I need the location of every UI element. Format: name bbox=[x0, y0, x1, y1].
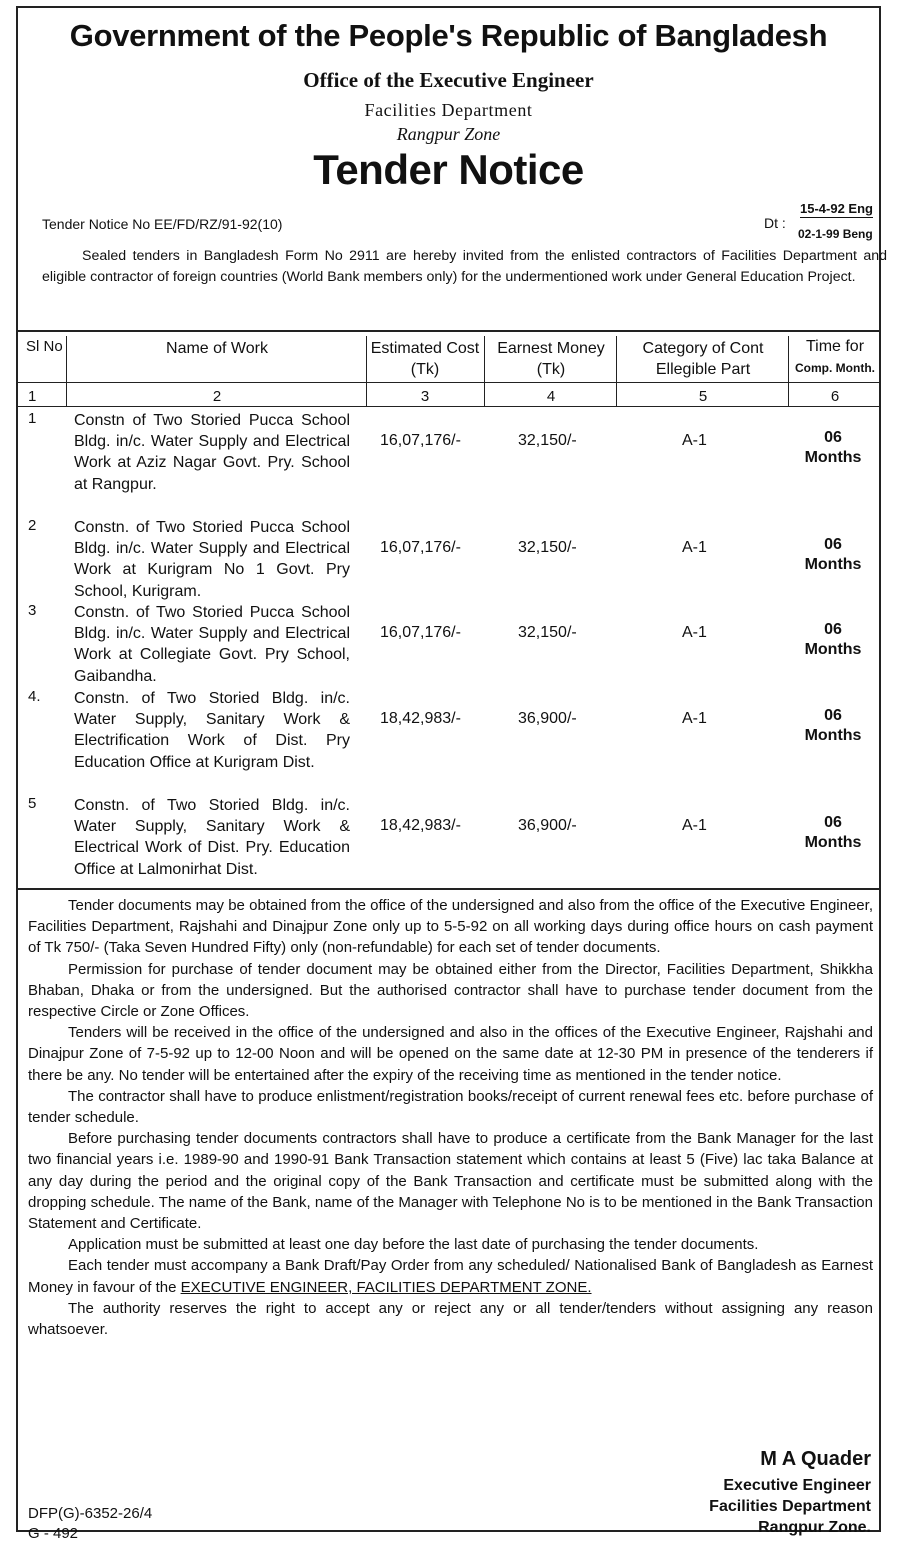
row-time-number: 06 bbox=[824, 429, 842, 446]
row-cost: 18,42,983/- bbox=[380, 710, 461, 727]
row-time-unit: Months bbox=[804, 727, 862, 744]
row-earnest-money: 36,900/- bbox=[518, 710, 577, 727]
terms-paragraph: Permission for purchase of tender document may be obtained either from the Director, Facilities Department, Shikkha Bhaban, Dhaka or from the undersigned. But the authorised contractor shall have to purchase tender document from the respective Circle or Zone Offices. bbox=[28, 960, 873, 1021]
row-category: A-1 bbox=[682, 432, 707, 449]
row-category: A-1 bbox=[682, 624, 707, 641]
row-cost: 16,07,176/- bbox=[380, 624, 461, 641]
bank-draft-text: Each tender must accompany a Bank Draft/Pay Order from any scheduled/ Nationalised Bank of Bangladesh as Earnest Money in favour of the bbox=[28, 1257, 873, 1296]
date-label: Dt : bbox=[764, 215, 786, 231]
column-divider bbox=[366, 336, 367, 406]
column-number: 5 bbox=[698, 388, 708, 405]
row-time-number: 06 bbox=[824, 621, 842, 638]
row-sl: 3 bbox=[28, 602, 37, 619]
footer-code: G - 492 bbox=[28, 1525, 79, 1542]
department-heading: Facilities Department bbox=[364, 100, 533, 120]
row-sl: 2 bbox=[28, 517, 37, 534]
table-top-rule bbox=[18, 330, 879, 332]
terms-section bbox=[28, 895, 873, 1340]
intro-paragraph: Sealed tenders in Bangladesh Form No 2911 are hereby invited from the enlisted contractors of Facilities Department and eligible contractor of foreign countries (World Bank members only) for the undermentioned work under General Education Project. bbox=[42, 248, 887, 285]
column-number: 6 bbox=[830, 388, 840, 405]
row-time-unit: Months bbox=[804, 834, 862, 851]
row-earnest-money: 36,900/- bbox=[518, 817, 577, 834]
column-divider bbox=[616, 336, 617, 406]
government-heading: Government of the People's Republic of Bangladesh bbox=[69, 18, 828, 53]
zone-heading: Rangpur Zone bbox=[396, 124, 501, 144]
column-number: 2 bbox=[212, 388, 222, 405]
row-earnest-money: 32,150/- bbox=[518, 539, 577, 556]
row-work: Constn. of Two Storied Bldg. in/c. Water Supply, Sanitary Work & Electrical Work of Dist. Pry. Education Office at Lalmonirhat Dist. bbox=[74, 797, 350, 878]
tender-notice-number: Tender Notice No EE/FD/RZ/91-92(10) bbox=[42, 216, 283, 232]
row-sl: 4. bbox=[28, 688, 41, 705]
row-sl: 1 bbox=[28, 410, 37, 427]
bank-draft-paragraph bbox=[28, 1255, 873, 1297]
row-time bbox=[788, 428, 878, 468]
row-time-number: 06 bbox=[824, 707, 842, 724]
column-number: 3 bbox=[420, 388, 430, 405]
header-time-sub: Comp. Month. bbox=[795, 361, 875, 375]
row-sl: 5 bbox=[28, 795, 37, 812]
header-category: Category of Cont Ellegible Part bbox=[642, 340, 764, 378]
header-earnest-money: Earnest Money (Tk) bbox=[497, 340, 605, 378]
signatory-name: M A Quader bbox=[760, 1448, 871, 1470]
office-heading: Office of the Executive Engineer bbox=[303, 68, 594, 92]
column-number: 4 bbox=[546, 388, 556, 405]
row-work: Constn. of Two Storied Pucca School Bldg. in/c. Water Supply and Electrical Work at Collegiate Govt. Pry School, Gaibandha. bbox=[74, 604, 350, 685]
row-time-unit: Months bbox=[804, 556, 862, 573]
header-estimated-cost: Estimated Cost (Tk) bbox=[370, 340, 480, 378]
signatory-department: Facilities Department bbox=[709, 1498, 871, 1515]
row-time-number: 06 bbox=[824, 536, 842, 553]
column-divider bbox=[484, 336, 485, 406]
column-divider bbox=[788, 336, 789, 406]
page-title: Tender Notice bbox=[313, 146, 584, 193]
date-english: 15-4-92 Eng bbox=[800, 201, 873, 216]
row-time-unit: Months bbox=[804, 449, 862, 466]
notice-frame bbox=[16, 6, 887, 1542]
terms-paragraph: The contractor shall have to produce enlistment/registration books/receipt of current renewal fees etc. before purchase of tender schedule. bbox=[28, 1087, 873, 1127]
row-cost: 18,42,983/- bbox=[380, 817, 461, 834]
date-bengali: 02-1-99 Beng bbox=[798, 227, 873, 241]
row-category: A-1 bbox=[682, 539, 707, 556]
footer-code: DFP(G)-6352-26/4 bbox=[28, 1505, 153, 1522]
column-number: 1 bbox=[28, 388, 37, 405]
terms-paragraph: Tender documents may be obtained from the office of the undersigned and also from the office of the Executive Engineer, Facilities Department, Rajshahi and Dinajpur Zone only up to 5-5-92 on all working days during office hours on cash payment of Tk 750/- (Taka Seven Hundred Fifty) only (non-refundable) for each set of tender documents. bbox=[28, 897, 873, 957]
header-name-of-work: Name of Work bbox=[166, 340, 268, 357]
table-number-rule bbox=[18, 406, 879, 407]
row-time bbox=[788, 813, 878, 853]
footer-codes bbox=[28, 1504, 152, 1544]
row-work: Constn. of Two Storied Bldg. in/c. Water Supply, Sanitary Work & Electrification Work of Dist. Pry Education Office at Kurigram Dist. bbox=[74, 690, 350, 771]
row-time bbox=[788, 620, 878, 660]
signatory-designation: Executive Engineer bbox=[723, 1477, 871, 1494]
row-earnest-money: 32,150/- bbox=[518, 624, 577, 641]
terms-paragraph: Before purchasing tender documents contractors shall have to produce a certificate from the Bank Manager for the last two financial years i.e. 1989-90 and 1990-91 Bank Transaction statement which contains at least 5 (Five) lac taka Balance at any day during the period and the original copy of the Bank Transaction and certificate must be submitted along with the dropping schedule. The name of the Bank, name of the Manager with Telephone No is to be mentioned in the Bank Transaction Statement and Certificate. bbox=[28, 1130, 873, 1233]
terms-paragraph: Tenders will be received in the office of the undersigned and also in the offices of the Executive Engineer, Rajshahi and Dinajpur Zone of 7-5-92 up to 12-00 Noon and will be opened on the same date at 12-30 PM in presence of the tenderers if there be any. No tender will be entertained after the expiry of the receiving time as mentioned in the tender notice. bbox=[28, 1024, 873, 1084]
row-category: A-1 bbox=[682, 710, 707, 727]
table-header-rule bbox=[18, 382, 879, 383]
row-category: A-1 bbox=[682, 817, 707, 834]
row-earnest-money: 32,150/- bbox=[518, 432, 577, 449]
payee-name: EXECUTIVE ENGINEER, FACILITIES DEPARTMENT ZONE. bbox=[180, 1278, 592, 1296]
signatory-title bbox=[709, 1475, 871, 1538]
row-time bbox=[788, 535, 878, 575]
terms-paragraph: Application must be submitted at least one day before the last date of purchasing the tender documents. bbox=[68, 1236, 759, 1254]
row-time bbox=[788, 706, 878, 746]
signatory-zone: Rangpur Zone. bbox=[758, 1519, 871, 1536]
row-time-number: 06 bbox=[824, 814, 842, 831]
row-work: Constn of Two Storied Pucca School Bldg. in/c. Water Supply and Electrical Work at Aziz Nagar Govt. Pry. School at Rangpur. bbox=[74, 412, 350, 493]
header-time: Time for bbox=[805, 338, 865, 355]
row-cost: 16,07,176/- bbox=[380, 432, 461, 449]
row-cost: 16,07,176/- bbox=[380, 539, 461, 556]
row-work: Constn. of Two Storied Pucca School Bldg. in/c. Water Supply and Electrical Work at Kurigram No 1 Govt. Pry School, Kurigram. bbox=[74, 519, 350, 600]
row-time-unit: Months bbox=[804, 641, 862, 658]
header-sl: Sl No bbox=[26, 338, 63, 355]
terms-paragraph: The authority reserves the right to accept any or reject any or all tender/tenders without assigning any reason whatsoever. bbox=[28, 1299, 873, 1339]
table-bottom-rule bbox=[18, 888, 879, 890]
